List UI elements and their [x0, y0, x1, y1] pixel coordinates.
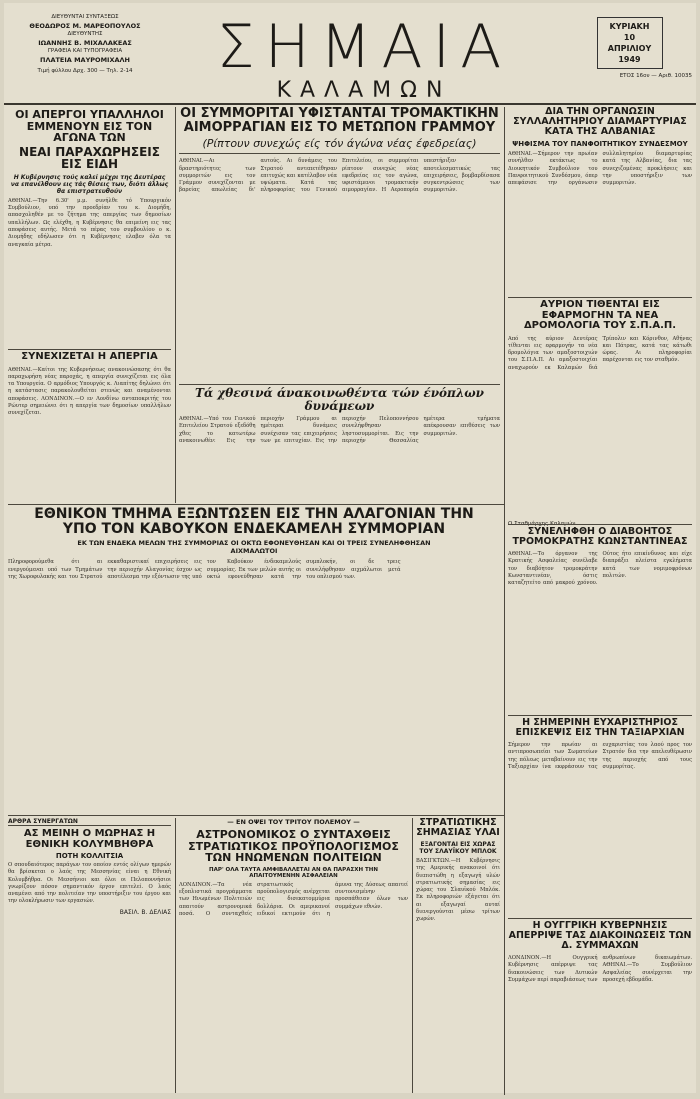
article-ethniki-kolymvithra: [8, 818, 171, 1093]
headline: Η ΟΥΓΓΡΙΚΗ ΚΥΒΕΡΝΗΣΙΣ ΑΠΕΡΡΙΨΕ ΤΑΣ ΔΙΑΚΟΙΝΩΣΕΙΣ ΤΩΝ Δ. ΣΥΜΜΑΧΩΝ: [508, 920, 692, 951]
subheadline: ΕΚ ΤΩΝ ΕΝΔΕΚΑ ΜΕΛΩΝ ΤΗΣ ΣΥΜΜΟΡΙΑΣ ΟΙ ΟΚΤΩ ΕΦΟΝΕΥΘΗΣΑΝ ΚΑΙ ΟΙ ΤΡΕΙΣ ΣΥΝΕΛΗΦΘΗΣΑΝ ΑΙΧΜΑΛΩΤΟΙ: [77, 539, 431, 556]
headline: ΝΕΑΙ ΠΑΡΑΧΩΡΗΣΕΙΣ ΕΙΣ ΕΙΔΗ: [19, 144, 160, 172]
headline: ΣΥΝΕΛΗΦΘΗ Ο ΔΙΑΒΟΗΤΟΣ ΤΡΟΜΟΚΡΑΤΗΣ ΚΩΝΣΤΑΝΤΙΝΕΑΣ: [512, 526, 688, 547]
editors-line: ΠΛΑΤΕΙΑ ΜΑΥΡΟΜΙΧΑΛΗ: [40, 55, 130, 64]
article-rule: [8, 349, 171, 350]
editors-line: ΓΡΑΦΕΙΑ ΚΑΙ ΤΥΠΟΓΡΑΦΕΙΑ: [47, 48, 123, 54]
section-label: — ΕΝ ΟΨΕΙ ΤΟΥ ΤΡΙΤΟΥ ΠΟΛΕΜΟΥ —: [227, 818, 360, 826]
title-main: ΣΗΜΑΙΑ: [216, 12, 512, 82]
article-body: Από της αύριον Δευτέρας τίθενται εις εφαρμογήν τα νέα δρομολόγια των αμαξοστοιχιών του Σ.Π.Α.Π. Αι αμαξοστοιχίαι αναχωρούν εκ Καλαμών διά Τρίπολιν και Κόρινθον, Αθήνας και Πάτρας, κατά τας κάτωθι ώρας. Αι πληροφορίαι παρέχονται εις τον σταθμόν.: [508, 335, 692, 371]
masthead: [4, 3, 696, 103]
article-spap-schedules: [508, 300, 692, 522]
column-rule: [175, 818, 176, 1093]
newspaper-page: [4, 3, 696, 1093]
newspaper-title: [174, 12, 554, 103]
article-grammos-front: [179, 107, 500, 383]
article-strike-continues: [8, 352, 171, 500]
editors-line: ΘΕΟΔΩΡΟΣ Μ. ΜΑΡΕΟΠΟΥΛΟΣ: [29, 21, 141, 30]
article-body: Πληροφορούμεθα ότι αι ενεργούμεναι υπό των Τμημάτων της Χωροφυλακής και του Στρατού εκκαθαριστικαί επιχειρήσεις εις την περιοχήν Αλαγονίας έσχον ως αποτέλεσμα την εξόντωσιν της υπό τον Καβούκον ένδεκαμελούς συμμορίας. Εκ των μελών αυτής οι οκτώ εφονεύθησαν κατά την συμπλοκήν, οι δε τρεις συνελήφθησαν αιχμάλωτοι μετά του οπλισμού των.: [8, 559, 401, 580]
month: ΑΠΡΙΛΙΟΥ: [607, 44, 652, 53]
headline: Η ΣΗΜΕΡΙΝΗ ΕΥΧΑΡΙΣΤΗΡΙΟΣ ΕΠΙΣΚΕΨΙΣ ΕΙΣ ΤΗΝ ΤΑΞΙΑΡΧΙΑΝ: [515, 717, 685, 738]
article-rule: [508, 524, 692, 525]
article-body: ΑΘΗΝΑΙ.—Το όργανον της Κρατικής Ασφαλείας συνέλαβε τον διαβόητον τρομοκράτην Κωνσταντινέαν, όστις καταζητείτο από μακρού χρόνου. Ούτος ήτο επικίνδυνος και είχε διαπράξει πλείστα εγκλήματα κατά των νομιμοφρόνων πολιτών.: [508, 550, 692, 587]
headline: ΑΣ ΜΕΙΝΗ Ο ΜΩΡΗΑΣ Η ΕΘΝΙΚΗ ΚΟΛΥΜΒΗΘΡΑ: [23, 828, 156, 850]
article-strategic-materials: [416, 818, 500, 1093]
article-body: ΑΘΗΝΑΙ.—Υπό του Γενικού Επιτελείου Στρατού εξεδόθη χθες το κατωτέρω ανακοινωθέν: Εις την περιοχήν Γράμμου αι ημέτεραι δυνάμεις συνέχισαν τας επιχειρήσεις των με επιτυχίαν. Εις την περιοχήν Πελοποννήσου συνελήφθησαν ληστοσυμμορίται. Εις την περιοχήν Θεσσαλίας ημέτερα τμήματα απέκρουσαν επιθέσεις των συμμοριτών.: [179, 416, 500, 445]
date-frame: [597, 17, 663, 69]
edition-number: ΕΤΟΣ 16ον — Αριθ. 10035: [619, 73, 692, 79]
byline: ΠΟΤΗ ΚΟΛΛΙΤΣΙΑ: [55, 852, 124, 860]
article-terrorist-arrest: [508, 527, 692, 713]
article-rule: [508, 715, 692, 716]
article-hungary: [508, 921, 692, 1093]
headline: Τά χθεσινά άνακοινωθέντα τών ένόπλων δυνάμεων: [195, 386, 484, 413]
editors-box: [10, 13, 160, 76]
day: ΚΥΡΙΑΚΗ: [609, 22, 650, 31]
article-body: ΑΘΗΝΑΙ.—Σήμερον την πρωίαν συνήλθεν εκτάκτως το Διοικητικόν Συμβούλιον του Πανφοιτητικού Συνδέσμου, όπερ απεφάσισε την οργάνωσιν συλλαλητηρίου διαμαρτυρίας κατά της Αλβανίας, δια τας συνεχιζομένας προκλήσεις και την υποστήριξιν των συμμοριτών.: [508, 150, 692, 187]
article-body: ΑΘΗΝΑΙ.—Καίτοι της Κυβερνήσεως ανακοινώσασης ότι θα παραχωρήση νέας παροχάς, η απεργία συνεχίζεται εις όλα τα Υπουργεία. Ο αρμόδιος Υπουργός κ. Λιαπίτης δηλώνει ότι η κατάστασις παρακολουθείται στενώς και αναμένονται αποφάσεις. ΛΟΝΔΙΝΟΝ.—Ο εν Λονδίνω ανταποκριτής του Ρώυτερ σημειώνει ότι η απεργία των δημοσίων υπαλλήλων συνεχίζεται.: [8, 366, 171, 417]
headline: ΟΙ ΑΠΕΡΓΟΙ ΥΠΑΛΛΗΛΟΙ ΕΜΜΕΝΟΥΝ ΕΙΣ ΤΟΝ ΑΓΩΝΑ ΤΩΝ: [15, 108, 164, 145]
article-brigade-visit: [508, 718, 692, 838]
article-rule: [508, 297, 692, 298]
article-communiques: [179, 387, 500, 503]
headline: ΔΙΑ ΤΗΝ ΟΡΓΑΝΩΣΙΝ ΣΥΛΛΑΛΗΤΗΡΙΟΥ ΔΙΑΜΑΡΤΥΡΙΑΣ ΚΑΤΑ ΤΗΣ ΑΛΒΑΝΙΑΣ: [513, 106, 687, 137]
column-rule: [175, 107, 176, 503]
article-body: ΑΘΗΝΑΙ.—Αι δραστηριότητες των συμμοριτών εις τον Γράμμον συνεχίζονται με βαρείας απωλείας δι' αυτούς. Αι δυνάμεις του Στρατού αντεπετέθησαν επιτυχώς και κατέλαβον νέα υψώματα. Κατά τας πληροφορίας του Γενικού Επιτελείου, οι συμμορίται ρίπτουν συνεχώς νέας εφεδρείας εις τον αγώνα, υφιστάμενοι τρομακτικήν αιμορραγίαν. Η Αεροπορία υπεστήριξεν αποτελεσματικώς τας επιχειρήσεις, βομβαρδίσασα συγκεντρώσεις των συμμοριτών.: [179, 158, 500, 194]
subheadline: ΠΑΡ' ΟΛΑ ΤΑΥΤΑ ΑΜΦΙΒΑΛΛΕΤΑΙ ΑΝ ΘΑ ΠΑΡΑΣΧΗ ΤΗΝ ΑΠΑΙΤΟΥΜΕΝΗΝ ΑΣΦΑΛΕΙΑΝ: [209, 866, 378, 879]
article-us-budget: [179, 818, 408, 1093]
article-albania-rally: [508, 107, 692, 295]
headline: ΣΥΝΕΧΙΖΕΤΑΙ Η ΑΠΕΡΓΙΑ: [21, 351, 158, 362]
article-rule: [508, 918, 692, 919]
title-sub: ΚΑΛΑΜΩΝ: [276, 78, 452, 103]
date-number: 10: [623, 33, 636, 42]
subheadline: ΕΞΑΓΟΝΤΑΙ ΕΙΣ ΧΩΡΑΣ ΤΟΥ ΣΛΑΥΪΚΟΥ ΜΠΛΟΚ: [419, 840, 497, 855]
article-body: ΑΘΗΝΑΙ.—Την 6.30' μ.μ. συνήλθε τό Υπουργικόν Συμβούλιον, υπό την προεδρίαν του κ. Διομήδη, απασχοληθέν με το ζήτημα της απεργίας των δημοσίων υπαλλήλων. Ως ελέχθη, η Κυβέρνησις θα επιμείνη εις τας αποφάσεις αυτής. Μετά το πέρας του συμβουλίου ο κ. Διομήδης εδήλωσεν ότι η Κυβέρνησις ελαβεν όλα τα αναγκαία μέτρα.: [8, 197, 171, 248]
article-rule: [179, 384, 500, 385]
article-body: ΒΑΣΙΓΚΤΩΝ.—Η Κυβέρνησις της Αμερικής ανακοινοί ότι διεπιστώθη η εξαγωγή υλών στρατιωτικής σημασίας εις χώρας του Σλαυϊκού Μπλόκ. Εκ πληροφοριών εξάγεται ότι αι εξαγωγαί αυταί διενεργούνται μέσω τρίτων χωρών.: [416, 857, 500, 923]
article-body: ΛΟΝΔΙΝΟΝ.—Η Ουγγρική Κυβέρνησις απέρριψε τας διακοινώσεις των Δυτικών Συμμάχων περί παραβιάσεως των ανθρωπίνων δικαιωμάτων. ΑΘΗΝΑΙ.—Το Συμβούλιον Ασφαλείας συνέρχεται την προσεχή εβδομάδα.: [508, 954, 692, 983]
column-rule: [504, 107, 505, 1095]
signature: ΒΑΣΙΛ. Β. ΔΕΛΙΑΣ: [119, 908, 171, 916]
article-body: Ο σπουδαιότερος παράγων τον οποίον εντός ολίγων ημερών θα βρίσκεται ο λαός της Μεσσηνίας είναι η Εθνική Κολυμβήθρα. Οι Μεσσήνιοι και όλοι οι Πελοποννήσιοι γνωρίζουν πόσον σημαντικόν έργον επιτελεί. Ο λαός αναμένει από την πολιτείαν την υποστήριξιν του έργου και την ολοκλήρωσιν των εργασιών.: [8, 862, 171, 905]
article-rule: [8, 815, 504, 816]
price: Τιμή φύλλου Δρχ. 300 — Τηλ. 2-14: [37, 68, 133, 74]
article-body: Σήμερον την πρωίαν αι αντιπροσωπείαι των Σωματείων της πόλεως μεταβαίνουν εις την Ταξιαρχίαν ίνα εκφράσουν τας ευχαριστίας του λαού προς τον Στρατόν δια την απελευθέρωσιν της περιοχής από τους συμμορίτας.: [508, 741, 692, 770]
subheadline: ΨΗΦΙΣΜΑ ΤΟΥ ΠΑΝΦΟΙΤΗΤΙΚΟΥ ΣΥΝΔΕΣΜΟΥ: [512, 139, 688, 148]
article-alagonia: [8, 507, 500, 813]
editors-line: ΔΙΕΥΘΥΝΤΗΣ: [67, 31, 103, 37]
headline: ΑΥΡΙΟΝ ΤΙΘΕΝΤΑΙ ΕΙΣ ΕΦΑΡΜΟΓΗΝ ΤΑ ΝΕΑ ΔΡΟΜΟΛΟΓΙΑ ΤΟΥ Σ.Π.Α.Π.: [523, 299, 677, 331]
headline: ΕΘΝΙΚΟΝ ΤΜΗΜΑ ΕΞΩΝΤΩΣΕΝ ΕΙΣ ΤΗΝ ΑΛΑΓΟΝΙΑΝ ΤΗΝ ΥΠΟ ΤΟΝ ΚΑΒΟΥΚΟΝ ΕΝΔΕΚΑΜΕΛΗ ΣΥΜΜΟΡΙΑΝ: [34, 506, 474, 537]
article-strike: [8, 109, 171, 345]
article-body: ΛΟΝΔΙΝΟΝ.—Τα νέα εξοπλιστικά προγράμματα των Ηνωμένων Πολιτειών απαιτούν αστρονομικά ποσά. Ο συνταχθείς στρατιωτικός προϋπολογισμός ανέρχεται εις δισεκατομμύρια δολλάρια. Οι αμερικανοί ειδικοί εκτιμούν ότι η άμυνα της Δύσεως απαιτεί συντονισμένην προσπάθειαν όλων των συμμάχων εθνών.: [179, 881, 408, 917]
editors-line: ΙΩΑΝΝΗΣ Β. ΜΙΧΑΛΑΚΕΑΣ: [38, 38, 132, 47]
editors-line: ΔΙΕΥΘΥΝΤΑΙ ΣΥΝΤΑΞΕΩΣ: [51, 14, 119, 20]
subheadline: Η Κυβέρνησις τούς καλεί μέχρι της Δευτέρας να επανέλθουν εις τάς θέσεις των, διότι άλλως θα επιστρατευθούν: [10, 173, 169, 195]
headline: ΟΙ ΣΥΜΜΟΡΙΤΑΙ ΥΦΙΣΤΑΝΤΑΙ ΤΡΟΜΑΚΤΙΚΗΝ ΑΙΜΟΡΡΑΓΙΑΝ ΕΙΣ ΤΟ ΜΕΤΩΠΟΝ ΓΡΑΜΜΟΥ: [180, 106, 499, 135]
headline: ΣΤΡΑΤΙΩΤΙΚΗΣ ΣΗΜΑΣΙΑΣ ΥΛΑΙ: [416, 817, 500, 838]
year: 1949: [618, 55, 641, 64]
section-label: ΑΡΘΡΑ ΣΥΝΕΡΓΑΤΩΝ: [8, 818, 171, 826]
masthead-rule: [4, 103, 696, 105]
date-box: [567, 17, 692, 79]
headline: ΑΣΤΡΟΝΟΜΙΚΟΣ Ο ΣΥΝΤΑΧΘΕΙΣ ΣΤΡΑΤΙΩΤΙΚΟΣ ΠΡΟΫΠΟΛΟΓΙΣΜΟΣ ΤΩΝ ΗΝΩΜΕΝΩΝ ΠΟΛΙΤΕΙΩΝ: [188, 828, 399, 865]
subheadline: (Ρίπτουν συνεχώς είς τόν άγώνα νέας έφεδρείας): [179, 137, 500, 154]
column-rule: [412, 818, 413, 1093]
article-rule: [8, 504, 504, 505]
